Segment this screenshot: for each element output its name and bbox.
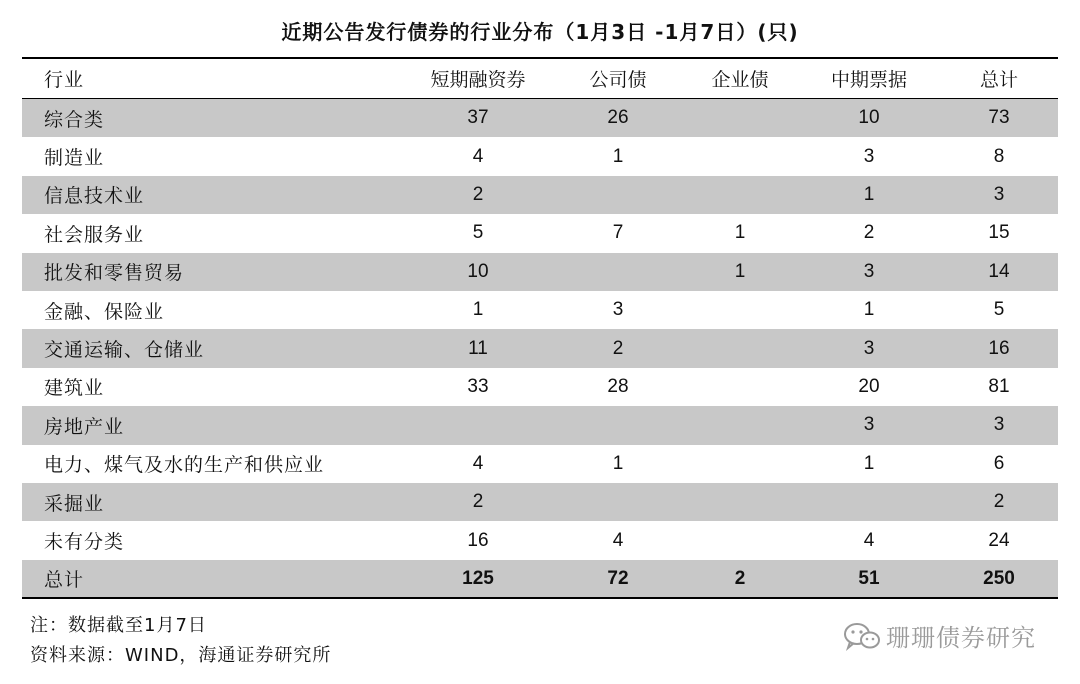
industry-cell: 交通运输、仓储业 (44, 339, 205, 362)
corporate-bond-cell (548, 253, 688, 291)
enterprise-bond-cell (682, 483, 798, 521)
industry-cell: 未有分类 (44, 531, 125, 554)
table-row (22, 406, 1058, 444)
table-row (22, 483, 1058, 521)
enterprise-bond-cell (682, 176, 798, 214)
total-cell: 15 (988, 222, 1010, 244)
enterprise-bond-cell (682, 329, 798, 367)
medium-term-note-cell: 3 (863, 260, 875, 282)
corporate-bond-cell (548, 483, 688, 521)
short-term-financing-cell: 4 (472, 452, 484, 474)
total-cell: 73 (988, 107, 1010, 129)
table-row (22, 521, 1058, 559)
short-term-financing-cell: 4 (472, 145, 484, 167)
header-short-term-financing: 短期融资券 (430, 69, 526, 91)
total-cell: 3 (993, 183, 1005, 205)
table-row (22, 445, 1058, 483)
medium-term-note-cell: 20 (858, 375, 880, 397)
short-term-financing-cell: 11 (468, 337, 488, 359)
total-cell: 2 (993, 491, 1005, 513)
corporate-bond-cell: 2 (612, 337, 624, 359)
short-term-financing-cell: 2 (472, 183, 484, 205)
total-cell: 81 (988, 375, 1010, 397)
industry-cell: 批发和零售贸易 (44, 262, 185, 285)
short-term-financing-cell (408, 406, 548, 444)
header-industry: 行业 (44, 69, 85, 91)
medium-term-note-cell: 1 (863, 299, 875, 321)
footnote: 注：数据截至1月7日 (30, 615, 207, 636)
medium-term-note-cell: 2 (863, 222, 875, 244)
total-cell: 5 (993, 299, 1005, 321)
industry-cell: 金融、保险业 (44, 300, 165, 323)
bottom-rule (22, 597, 1058, 599)
total-cell: 16 (988, 337, 1010, 359)
short-term-financing-cell: 2 (472, 491, 484, 513)
enterprise-bond-cell: 1 (734, 222, 746, 244)
industry-cell: 总计 (44, 569, 85, 592)
enterprise-bond-cell (682, 291, 798, 329)
industry-cell: 采掘业 (44, 492, 105, 515)
industry-cell: 社会服务业 (44, 223, 145, 246)
corporate-bond-cell (548, 176, 688, 214)
table-header-row (22, 59, 1058, 98)
medium-term-note-cell: 1 (863, 183, 875, 205)
short-term-financing-cell: 37 (467, 107, 489, 129)
industry-cell: 房地产业 (44, 415, 125, 438)
industry-cell: 制造业 (44, 147, 105, 170)
corporate-bond-cell: 1 (612, 145, 624, 167)
total-cell: 6 (993, 452, 1005, 474)
short-term-financing-cell: 1 (472, 299, 484, 321)
short-term-financing-cell: 5 (472, 222, 484, 244)
enterprise-bond-cell: 1 (734, 260, 746, 282)
industry-cell: 信息技术业 (44, 185, 145, 208)
total-row (22, 560, 1058, 598)
short-term-financing-cell: 16 (467, 529, 489, 551)
header-corporate-bond: 公司债 (589, 69, 647, 91)
corporate-bond-cell: 4 (612, 529, 624, 551)
table-row (22, 329, 1058, 367)
medium-term-note-cell: 51 (858, 567, 880, 589)
watermark-text: 珊珊债券研究 (886, 624, 1036, 652)
table-row (22, 176, 1058, 214)
header-enterprise-bond: 企业债 (711, 69, 769, 91)
medium-term-note-cell: 3 (863, 145, 875, 167)
corporate-bond-cell: 26 (607, 107, 629, 129)
source-note: 资料来源：WIND，海通证券研究所 (30, 645, 332, 666)
industry-cell: 综合类 (44, 108, 105, 131)
industry-cell: 电力、煤气及水的生产和供应业 (44, 454, 325, 477)
short-term-financing-cell: 10 (467, 260, 489, 282)
medium-term-note-cell (798, 483, 940, 521)
table-title: 近期公告发行债券的行业分布（1月3日 -1月7日）(只) (281, 20, 799, 44)
corporate-bond-cell: 7 (612, 222, 624, 244)
short-term-financing-cell: 33 (467, 375, 489, 397)
enterprise-bond-cell (682, 137, 798, 175)
header-total: 总计 (979, 69, 1018, 91)
corporate-bond-cell: 3 (612, 299, 624, 321)
total-cell: 3 (993, 414, 1005, 436)
industry-cell: 建筑业 (44, 377, 105, 400)
corporate-bond-cell: 1 (612, 452, 624, 474)
enterprise-bond-cell (682, 368, 798, 406)
short-term-financing-cell: 125 (462, 567, 494, 589)
medium-term-note-cell: 10 (858, 107, 880, 129)
enterprise-bond-cell (682, 521, 798, 559)
table-row (22, 137, 1058, 175)
medium-term-note-cell: 4 (863, 529, 875, 551)
total-cell: 8 (993, 145, 1005, 167)
enterprise-bond-cell: 2 (734, 567, 746, 589)
watermark (842, 618, 1036, 653)
total-cell: 250 (983, 567, 1015, 589)
medium-term-note-cell: 1 (863, 452, 875, 474)
enterprise-bond-cell (682, 406, 798, 444)
corporate-bond-cell: 28 (607, 375, 629, 397)
medium-term-note-cell: 3 (863, 337, 875, 359)
corporate-bond-cell (548, 406, 688, 444)
table-row (22, 253, 1058, 291)
corporate-bond-cell: 72 (607, 567, 629, 589)
table-row (22, 291, 1058, 329)
table-row (22, 214, 1058, 252)
table-row (22, 99, 1058, 137)
enterprise-bond-cell (682, 99, 798, 137)
table-row (22, 368, 1058, 406)
medium-term-note-cell: 3 (863, 414, 875, 436)
total-cell: 14 (988, 260, 1010, 282)
total-cell: 24 (988, 529, 1010, 551)
enterprise-bond-cell (682, 445, 798, 483)
wechat-icon (842, 621, 882, 651)
header-medium-term-note: 中期票据 (830, 69, 907, 91)
